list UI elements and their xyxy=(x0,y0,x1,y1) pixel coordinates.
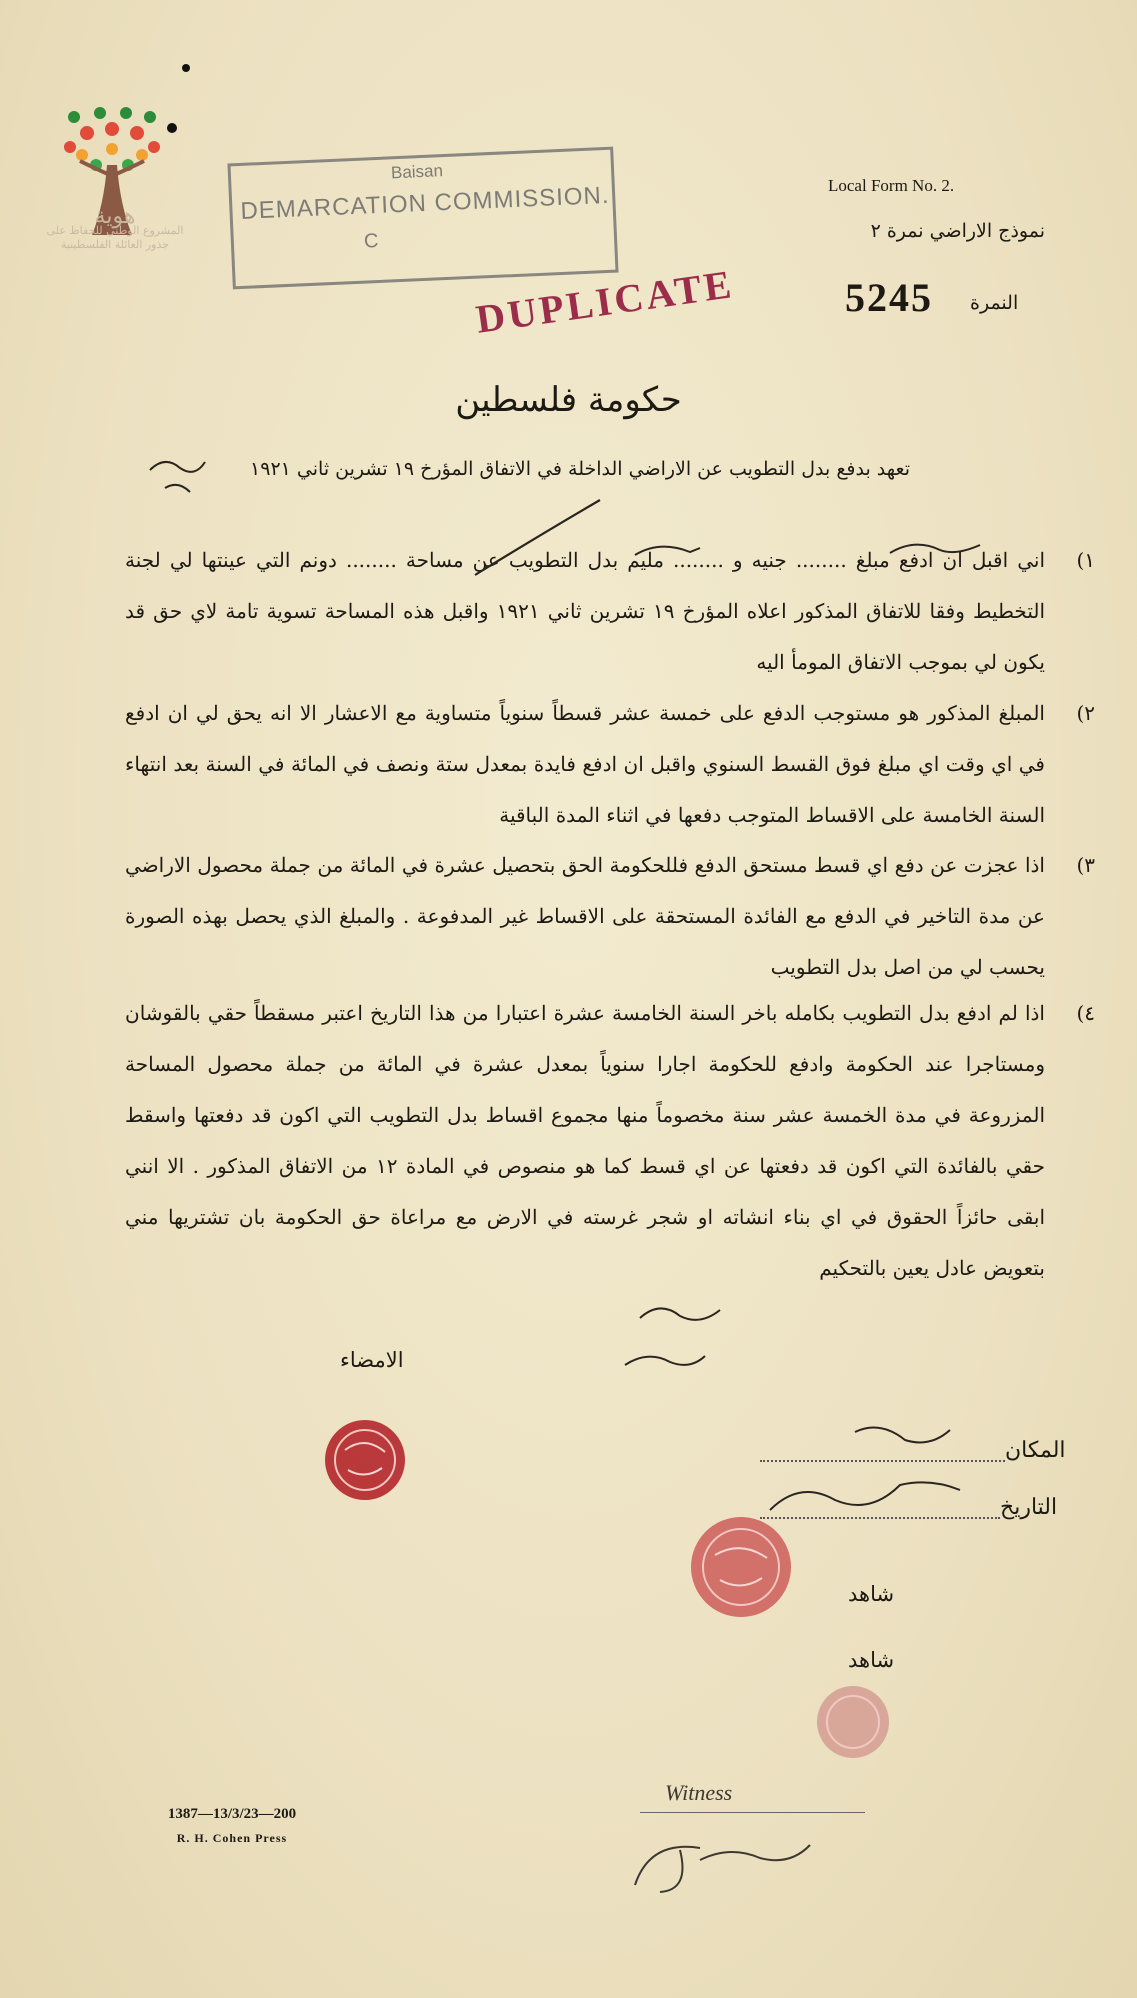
paragraph-number: ٤) xyxy=(1076,1001,1095,1025)
imprint-line-1: 1387—13/3/23—200 xyxy=(167,1806,297,1822)
paragraph-text: اني اقبل ان ادفع مبلغ ........ جنيه و ........ مليم بدل التطويب عن مساحة ........ دونم التي عينتها لي لجنة التخطيط وفقا للاتفاق المذكور اعلاه المؤرخ ١٩ تشرين ثاني ١٩٢١ واقبل هذه المساحة تسوية تامة لاي حق قد يكون لي بموجب الاتفاق المومأ اليه xyxy=(125,548,1046,674)
handwritten-area xyxy=(890,545,980,553)
handwritten-note xyxy=(640,1308,720,1319)
place-label: المكان xyxy=(1005,1438,1066,1463)
paragraph-text: المبلغ المذكور هو مستوجب الدفع على خمسة عشر قسطاً سنوياً متساوية مع الاعشار الا انه يحق لي ان ادفع في اي وقت اي مبلغ فوق القسط السنوي واقبل ان ادفع فايدة بمعدل ستة ونصف في المائة في السنة بعد انتهاء السنة الخامسة على الاقساط المتوجب دفعها في اثناء المدة الباقية xyxy=(125,701,1045,827)
ink-dot xyxy=(182,64,190,72)
signature-label: الامضاء xyxy=(340,1348,404,1372)
handwritten-signature xyxy=(635,1845,810,1892)
paragraph-number: ١) xyxy=(1076,548,1095,572)
paragraph-number: ٢) xyxy=(1076,701,1095,725)
paragraph-text: اذا عجزت عن دفع اي قسط مستحق الدفع فللحكومة الحق بتحصيل عشرة في المائة من جملة محصول الاراضي عن مدة التاخير في الدفع مع الفائدة المستحقة على الاقساط غير المدفوعة . والمبلغ الذي يحصل بهذه الصورة يحسب لي من اصل بدل التطويب xyxy=(125,853,1045,979)
red-seal-1 xyxy=(325,1420,405,1500)
paragraph-text: اذا لم ادفع بدل التطويب بكامله باخر السنة الخامسة عشرة اعتبارا من هذا التاريخ اعتبر مسقطاً حقي بالقوشان ومستاجرا عند الحكومة وادفع للحكومة اجارا سنوياً بمعدل عشرة في المائة من جملة محصول المساحة المزروعة في مدة الخمسة عشر سنة مخصوماً منها مجموع اقساط بدل التطويب التي اكون قد دفعتها واسقط حقي بالفائدة التي اكون قد دفعتها عن اي قسط كما هو منصوص في المادة ١٢ من الاتفاق المذكور . الا انني ابقى حائزاً الحقوق في اي بناء انشاته او شجر غرسته في الارض مع مراعاة حق الحكومة بان تشتريها مني بتعويض عادل يعين بالتحكيم xyxy=(125,1001,1045,1280)
serial-number: 5245 xyxy=(845,275,933,320)
stamp-sub-text: C xyxy=(363,229,379,253)
handwritten-date xyxy=(770,1482,960,1510)
logo-title: هوية xyxy=(94,204,136,229)
serial-label: النمرة xyxy=(970,292,1019,314)
local-form-number: Local Form No. 2. xyxy=(828,176,955,195)
form-number-arabic: نموذج الاراضي نمرة ٢ xyxy=(870,220,1045,242)
handwritten-place xyxy=(855,1428,950,1443)
imprint-line-2: R. H. Cohen Press xyxy=(176,1831,288,1845)
witness-label-1: شاهد xyxy=(848,1582,895,1606)
handwritten-amount xyxy=(635,547,700,555)
handwritten-note xyxy=(625,1356,705,1365)
red-seal-2 xyxy=(691,1517,791,1617)
duplicate-mark: DUPLICATE xyxy=(473,261,737,342)
logo-caption: المشروع الوطني للحفاظ على جذور العائلة الفلسطينية xyxy=(46,224,184,251)
document-title: حكومة فلسطين xyxy=(455,380,682,420)
red-seal-3 xyxy=(817,1686,889,1758)
handwritten-note xyxy=(165,485,190,492)
stamp-main-text: DEMARCATION COMMISSION. xyxy=(239,181,611,225)
witness-english: Witness xyxy=(665,1780,733,1805)
ink-dot xyxy=(167,123,177,133)
witness-label-2: شاهد xyxy=(848,1648,895,1672)
stamp-top-text: Baisan xyxy=(390,161,444,183)
handwritten-slash xyxy=(475,500,600,575)
date-label: التاريخ xyxy=(1000,1495,1058,1520)
document-subtitle: تعهد بدفع بدل التطويب عن الاراضي الداخلة في الاتفاق المؤرخ ١٩ تشرين ثاني ١٩٢١ xyxy=(250,458,910,480)
paragraph-number: ٣) xyxy=(1076,853,1095,877)
handwritten-note xyxy=(150,462,205,472)
